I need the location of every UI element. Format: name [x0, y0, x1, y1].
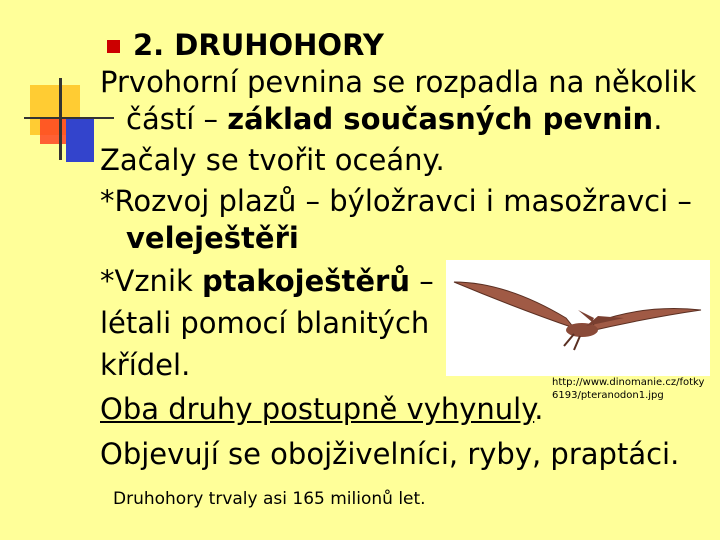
- text-line-2-b: .: [653, 102, 663, 136]
- bullet-marker: [107, 40, 120, 53]
- deco-blue-square: [66, 118, 94, 162]
- text-line-6: [100, 263, 434, 300]
- text-line-9-underlined: Oba druhy postupně vyhynuly: [100, 392, 535, 426]
- text-line-2-bold: základ současných pevnin: [227, 102, 654, 136]
- text-line-9: [100, 391, 543, 428]
- text-line-6-a: *Vznik: [100, 264, 203, 298]
- text-line-6-b: –: [410, 264, 434, 298]
- text-line-5: veleještěři: [126, 221, 299, 255]
- text-line-2-a: částí –: [126, 102, 228, 136]
- text-line-10: Objevují se obojživelníci, ryby, praptáci.: [100, 437, 680, 471]
- image-caption-1: http://www.dinomanie.cz/fotky: [552, 377, 705, 388]
- heading: 2. DRUHOHORY: [133, 28, 384, 62]
- footer-text: Druhohory trvaly asi 165 milionů let.: [113, 489, 426, 509]
- text-line-7: létali pomocí blanitých: [100, 306, 430, 340]
- text-line-9-b: .: [534, 392, 544, 426]
- text-line-8: křídel.: [100, 348, 191, 382]
- deco-vertical-line: [59, 78, 62, 160]
- text-line-2: [100, 101, 662, 138]
- text-line-3: Začaly se tvořit oceány.: [100, 143, 445, 177]
- text-line-4: *Rozvoj plazů – býložravci i masožravci –: [100, 184, 692, 218]
- pteranodon-icon: [446, 260, 710, 376]
- image-caption-2: 6193/pteranodon1.jpg: [552, 390, 664, 401]
- text-line-1: Prvohorní pevnina se rozpadla na několik: [100, 65, 697, 99]
- text-line-6-bold: ptakoještěrů: [202, 264, 410, 298]
- pteranodon-image: [446, 260, 710, 376]
